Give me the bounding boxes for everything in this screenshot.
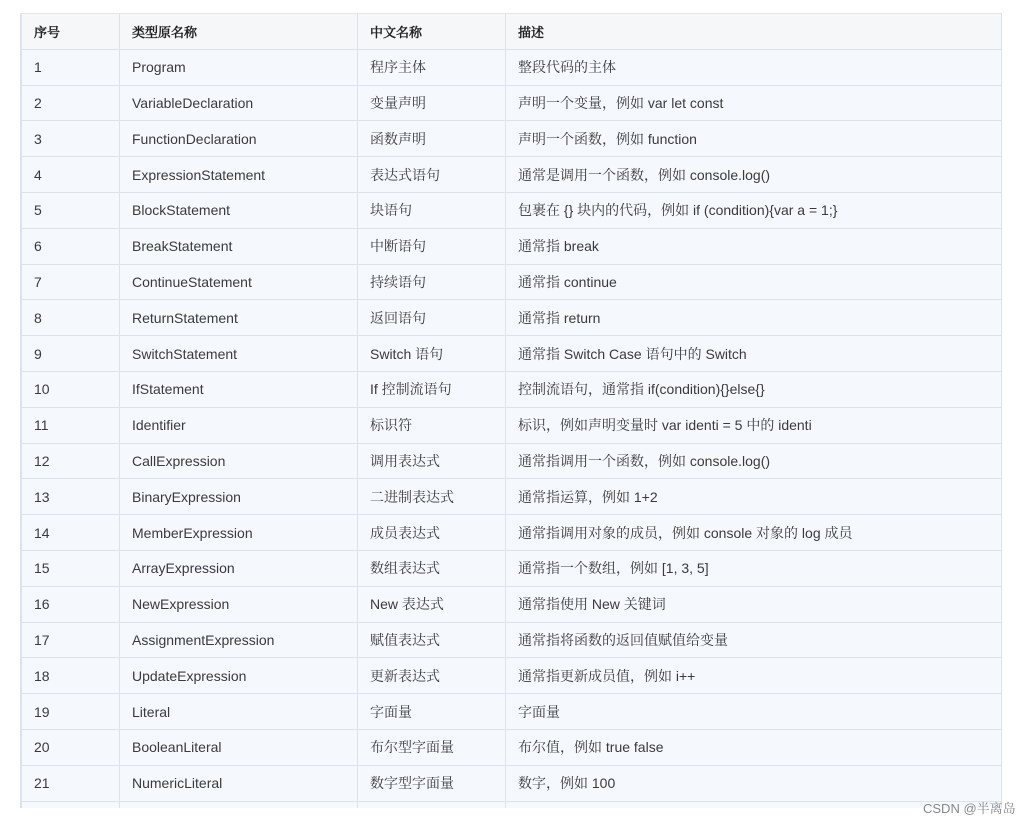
header-description: 描述 xyxy=(506,14,1003,50)
cell-index: 16 xyxy=(22,586,120,622)
table-row xyxy=(22,121,1003,157)
cell-index: 2 xyxy=(22,85,120,121)
cell-type-name: IfStatement xyxy=(120,371,358,407)
cell-index: 7 xyxy=(22,264,120,300)
cell-type-name: ContinueStatement xyxy=(120,264,358,300)
table-row xyxy=(22,157,1003,193)
cell-chinese-name: 变量声明 xyxy=(358,85,506,121)
cell-chinese-name: 表达式语句 xyxy=(358,157,506,193)
cell-type-name: ExpressionStatement xyxy=(120,157,358,193)
cell-type-name: BlockStatement xyxy=(120,192,358,228)
cell-description: 包裹在 {} 块内的代码，例如 if (condition){var a = 1;} xyxy=(506,192,1003,228)
table-row xyxy=(22,801,1003,808)
ast-types-table xyxy=(21,13,1002,808)
cell-index: 12 xyxy=(22,443,120,479)
cell-chinese-name: Switch 语句 xyxy=(358,336,506,372)
cell-index: 11 xyxy=(22,407,120,443)
cell-index: 6 xyxy=(22,228,120,264)
table-row xyxy=(22,228,1003,264)
cell-type-name: FunctionDeclaration xyxy=(120,121,358,157)
header-type-name: 类型原名称 xyxy=(120,14,358,50)
table-row xyxy=(22,85,1003,121)
cell-description: 字面量 xyxy=(506,694,1003,730)
cell-type-name: ReturnStatement xyxy=(120,300,358,336)
table-row xyxy=(22,264,1003,300)
cell-index: 5 xyxy=(22,192,120,228)
cell-index: 20 xyxy=(22,729,120,765)
table-row xyxy=(22,765,1003,801)
table-row xyxy=(22,479,1003,515)
cell-index: 18 xyxy=(22,658,120,694)
table-row xyxy=(22,586,1003,622)
cell-type-name: BreakStatement xyxy=(120,228,358,264)
cell-description: 通常指调用一个函数，例如 console.log() xyxy=(506,443,1003,479)
cell-type-name: NumericLiteral xyxy=(120,765,358,801)
cell-chinese-name: 数组表达式 xyxy=(358,550,506,586)
cell-index: 17 xyxy=(22,622,120,658)
cell-type-name: UpdateExpression xyxy=(120,658,358,694)
cell-type-name: MemberExpression xyxy=(120,515,358,551)
cell-description: 通常指 return xyxy=(506,300,1003,336)
cell-type-name: NewExpression xyxy=(120,586,358,622)
cell-chinese-name: 返回语句 xyxy=(358,300,506,336)
cell-chinese-name: 布尔型字面量 xyxy=(358,729,506,765)
cell-chinese-name: 持续语句 xyxy=(358,264,506,300)
cell-description: 通常指运算，例如 1+2 xyxy=(506,479,1003,515)
cell-type-name: Identifier xyxy=(120,407,358,443)
cell-chinese-name: 函数声明 xyxy=(358,121,506,157)
cell-type-name: SwitchStatement xyxy=(120,336,358,372)
ast-types-table-container xyxy=(20,13,1002,808)
cell-chinese-name: 字面量 xyxy=(358,694,506,730)
cell-description: 通常是调用一个函数，例如 console.log() xyxy=(506,157,1003,193)
table-row xyxy=(22,371,1003,407)
table-row xyxy=(22,49,1003,85)
cell-index: 10 xyxy=(22,371,120,407)
cell-type-name: AssignmentExpression xyxy=(120,622,358,658)
cell-index: 21 xyxy=(22,765,120,801)
cell-chinese-name: 数字型字面量 xyxy=(358,765,506,801)
cell-type-name: Literal xyxy=(120,694,358,730)
cell-description: 通常指一个数组，例如 [1, 3, 5] xyxy=(506,550,1003,586)
cell-type-name: BinaryExpression xyxy=(120,479,358,515)
cell-chinese-name: 程序主体 xyxy=(358,49,506,85)
cell-chinese-name xyxy=(358,801,506,808)
cell-index xyxy=(22,801,120,808)
cell-description: 声明一个函数，例如 function xyxy=(506,121,1003,157)
table-row xyxy=(22,407,1003,443)
cell-chinese-name: 成员表达式 xyxy=(358,515,506,551)
cell-description: 通常指使用 New 关键词 xyxy=(506,586,1003,622)
header-chinese-name: 中文名称 xyxy=(358,14,506,50)
table-header-row xyxy=(22,14,1003,50)
table-row xyxy=(22,729,1003,765)
cell-description: 整段代码的主体 xyxy=(506,49,1003,85)
cell-index: 19 xyxy=(22,694,120,730)
cell-index: 8 xyxy=(22,300,120,336)
cell-chinese-name: 赋值表达式 xyxy=(358,622,506,658)
cell-type-name xyxy=(120,801,358,808)
cell-index: 15 xyxy=(22,550,120,586)
table-row xyxy=(22,443,1003,479)
cell-type-name: ArrayExpression xyxy=(120,550,358,586)
header-index: 序号 xyxy=(22,14,120,50)
table-row xyxy=(22,658,1003,694)
cell-index: 1 xyxy=(22,49,120,85)
cell-description: 通常指将函数的返回值赋值给变量 xyxy=(506,622,1003,658)
cell-type-name: Program xyxy=(120,49,358,85)
cell-chinese-name: If 控制流语句 xyxy=(358,371,506,407)
table-row xyxy=(22,515,1003,551)
cell-description: 数字，例如 100 xyxy=(506,765,1003,801)
cell-chinese-name: 调用表达式 xyxy=(358,443,506,479)
cell-description: 布尔值，例如 true false xyxy=(506,729,1003,765)
cell-description: 通常指 Switch Case 语句中的 Switch xyxy=(506,336,1003,372)
cell-description: 声明一个变量，例如 var let const xyxy=(506,85,1003,121)
cell-chinese-name: 二进制表达式 xyxy=(358,479,506,515)
cell-description: 控制流语句，通常指 if(condition){}else{} xyxy=(506,371,1003,407)
table-row xyxy=(22,622,1003,658)
cell-type-name: CallExpression xyxy=(120,443,358,479)
cell-description: 通常指更新成员值，例如 i++ xyxy=(506,658,1003,694)
cell-description: 通常指 break xyxy=(506,228,1003,264)
table-row xyxy=(22,550,1003,586)
table-row xyxy=(22,300,1003,336)
cell-type-name: VariableDeclaration xyxy=(120,85,358,121)
cell-chinese-name: 块语句 xyxy=(358,192,506,228)
table-row xyxy=(22,694,1003,730)
cell-index: 4 xyxy=(22,157,120,193)
cell-chinese-name: 更新表达式 xyxy=(358,658,506,694)
cell-index: 13 xyxy=(22,479,120,515)
cell-chinese-name: 标识符 xyxy=(358,407,506,443)
cell-chinese-name: 中断语句 xyxy=(358,228,506,264)
cell-index: 3 xyxy=(22,121,120,157)
cell-description: 标识，例如声明变量时 var identi = 5 中的 identi xyxy=(506,407,1003,443)
cell-description: 通常指调用对象的成员，例如 console 对象的 log 成员 xyxy=(506,515,1003,551)
cell-index: 9 xyxy=(22,336,120,372)
table-row xyxy=(22,192,1003,228)
cell-index: 14 xyxy=(22,515,120,551)
table-row xyxy=(22,336,1003,372)
cell-type-name: BooleanLiteral xyxy=(120,729,358,765)
cell-chinese-name: New 表达式 xyxy=(358,586,506,622)
watermark: CSDN @半离岛 xyxy=(923,801,1016,816)
cell-description: 通常指 continue xyxy=(506,264,1003,300)
